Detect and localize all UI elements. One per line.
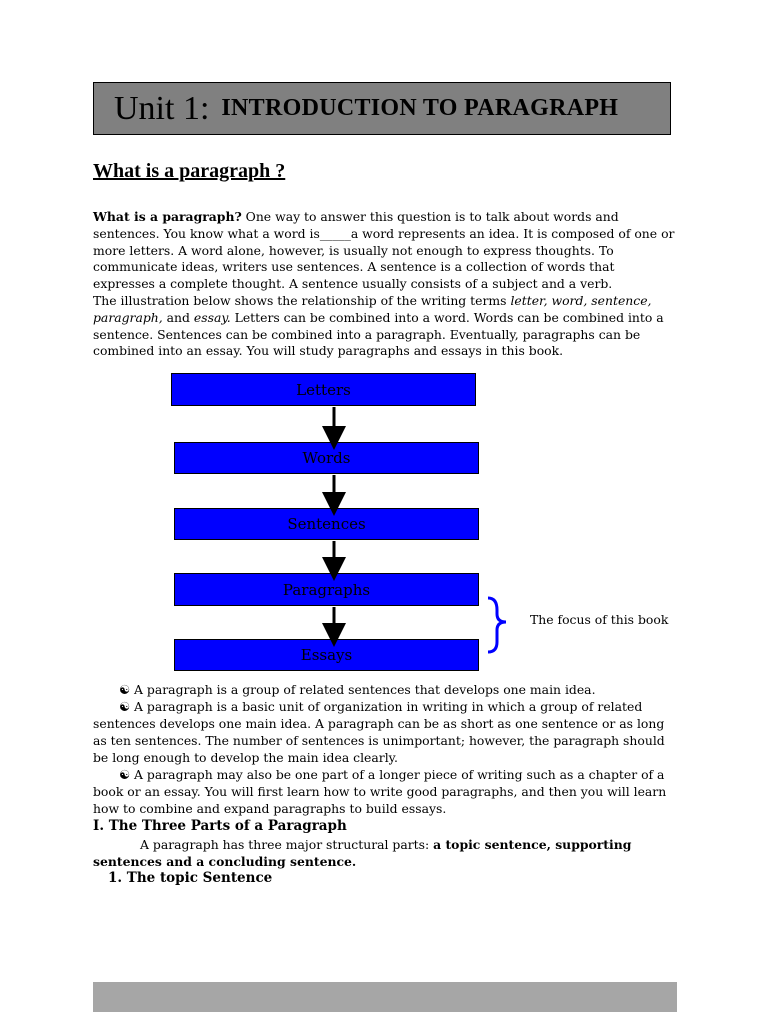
focus-label: The focus of this book bbox=[530, 612, 669, 627]
box-letters: Letters bbox=[171, 373, 476, 406]
bullet-item bbox=[93, 698, 678, 766]
illustration-essay: essay. bbox=[193, 309, 231, 325]
box-essays: Essays bbox=[174, 639, 479, 671]
bullet-text: A paragraph may also be one part of a longer piece of writing such as a chapter of a book or an essay. You will first learn how to write good paragraphs, and then you will learn how to combine and expand paragraphs to build essays. bbox=[93, 767, 667, 816]
box-paragraphs: Paragraphs bbox=[174, 573, 479, 606]
yin-yang-icon: ☯ bbox=[119, 767, 131, 782]
intro-text: One way to answer this question is to talk about words and sentences. You know what a word is_____a word represents an idea. It is composed of one or more letters. A word alone, however, is usually not enough to express thoughts. To communicate ideas, writers use sentences. A sentence is a collection of words that expresses a complete thought. A sentence usually consists of a subject and a verb. bbox=[93, 209, 675, 292]
bullet-item bbox=[93, 681, 678, 698]
unit-number: Unit 1: bbox=[114, 89, 210, 127]
section-heading: What is a paragraph ? bbox=[93, 160, 286, 182]
bullet-item bbox=[93, 766, 678, 817]
section-intro-bold: a topic sentence, supporting sentences and a concluding sentence. bbox=[93, 837, 632, 869]
illustration-and: and bbox=[162, 309, 194, 325]
yin-yang-icon: ☯ bbox=[119, 699, 131, 714]
box-words: Words bbox=[174, 442, 479, 474]
unit-title: INTRODUCTION TO PARAGRAPH bbox=[221, 95, 619, 121]
illustration-text-a: The illustration below shows the relationship of the writing terms bbox=[93, 292, 511, 308]
bullet-text: A paragraph is a group of related sentences that develops one main idea. bbox=[130, 682, 596, 697]
intro-bold-lead: What is a paragraph? bbox=[93, 209, 242, 224]
footer-bar bbox=[93, 982, 677, 1012]
section-title: I. The Three Parts of a Paragraph bbox=[93, 818, 347, 834]
illustration-text-rest: Letters can be combined into a word. Words can be combined into a sentence. Sentences can be combined into a paragraph. Eventually, paragraphs can be combined into an essay. You will study paragraphs and essays in this book. bbox=[93, 309, 664, 359]
box-sentences: Sentences bbox=[174, 508, 479, 540]
focus-brace bbox=[488, 598, 506, 652]
illustration-terms: letter, word, sentence, paragraph, bbox=[93, 292, 652, 325]
section-intro-text: A paragraph has three major structural parts: bbox=[140, 837, 434, 852]
yin-yang-icon: ☯ bbox=[119, 682, 131, 697]
bullet-list bbox=[93, 681, 678, 817]
section-intro bbox=[93, 836, 678, 870]
bullet-text: A paragraph is a basic unit of organization in writing in which a group of related sentences develops one main idea. A paragraph can be as short as one sentence or as long as ten sentences. The number of sentences is unimportant; however, the paragraph should be long enough to develop the main idea clearly. bbox=[93, 699, 665, 765]
subsection-title: 1. The topic Sentence bbox=[108, 870, 273, 886]
